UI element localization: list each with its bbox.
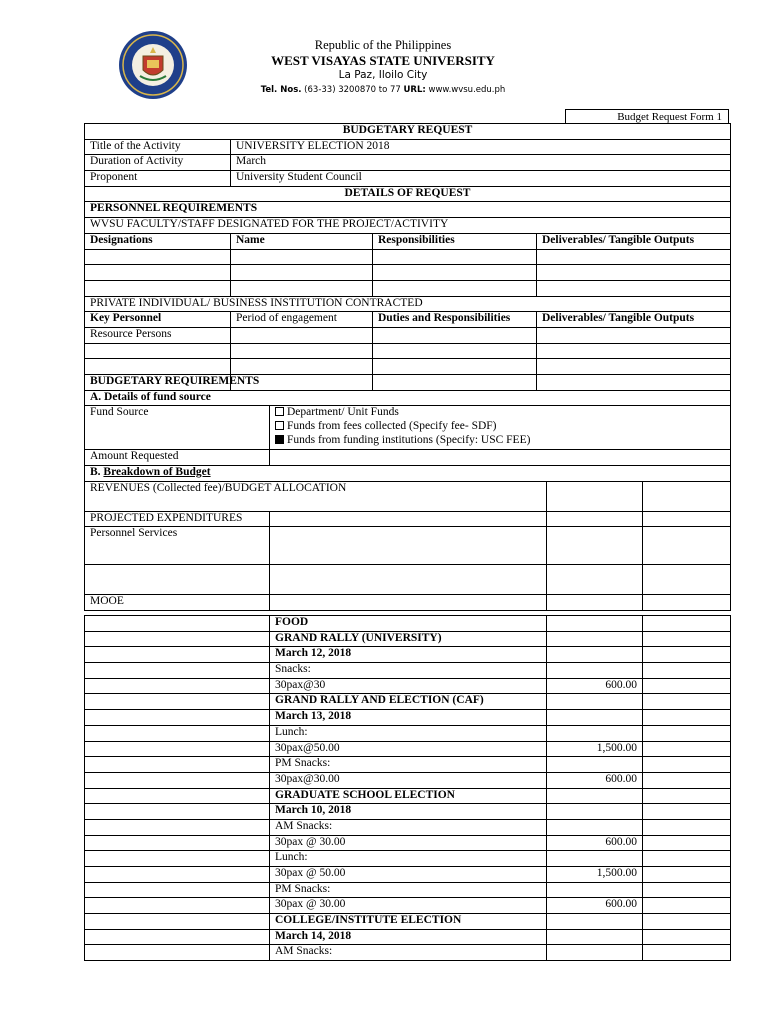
- mooe-row: [85, 851, 731, 867]
- mooe-item-text: 30pax @ 30.00: [270, 835, 547, 851]
- empty-cell[interactable]: [231, 343, 373, 359]
- empty-cell[interactable]: [270, 511, 547, 527]
- empty-cell[interactable]: [231, 327, 373, 343]
- empty-cell[interactable]: [85, 280, 231, 296]
- empty-cell[interactable]: [643, 616, 731, 632]
- empty-cell[interactable]: [643, 945, 731, 961]
- mooe-row: [85, 945, 731, 961]
- empty-cell[interactable]: [537, 359, 731, 375]
- empty-cell[interactable]: [85, 819, 270, 835]
- column-header: Period of engagement: [231, 312, 373, 328]
- empty-cell[interactable]: [373, 265, 537, 281]
- mooe-row: [85, 835, 731, 851]
- field-label: Title of the Activity: [85, 139, 231, 155]
- mooe-row: [85, 757, 731, 773]
- mooe-row: [85, 631, 731, 647]
- empty-cell[interactable]: [643, 565, 731, 595]
- url-link[interactable]: www.wvsu.edu.ph: [425, 85, 506, 95]
- empty-cell[interactable]: [643, 741, 731, 757]
- mooe-item-text: FOOD: [270, 616, 547, 632]
- personnel-services-label: Personnel Services: [85, 527, 270, 565]
- mooe-item-amount: [547, 757, 643, 773]
- mooe-item-amount: [547, 725, 643, 741]
- checkbox-icon[interactable]: [275, 407, 284, 416]
- empty-cell[interactable]: [643, 882, 731, 898]
- empty-cell[interactable]: [537, 343, 731, 359]
- empty-cell[interactable]: [643, 757, 731, 773]
- mooe-item-amount: [547, 819, 643, 835]
- mooe-item-amount: [547, 929, 643, 945]
- letterhead: [200, 38, 566, 97]
- empty-cell[interactable]: [85, 678, 270, 694]
- empty-cell[interactable]: [85, 882, 270, 898]
- empty-cell[interactable]: [270, 527, 547, 565]
- mooe-item-text: March 14, 2018: [270, 929, 547, 945]
- subsection-title: WVSU FACULTY/STAFF DESIGNATED FOR THE PROJECT/ACTIVITY: [85, 218, 731, 234]
- mooe-row: [85, 616, 731, 632]
- mooe-item-text: Lunch:: [270, 725, 547, 741]
- mooe-item-text: March 10, 2018: [270, 804, 547, 820]
- duration-field[interactable]: March: [231, 155, 731, 171]
- mooe-item-amount: [547, 663, 643, 679]
- empty-cell[interactable]: [537, 327, 731, 343]
- empty-cell[interactable]: [270, 595, 547, 611]
- empty-cell[interactable]: [643, 694, 731, 710]
- empty-cell[interactable]: [643, 804, 731, 820]
- empty-cell[interactable]: [85, 647, 270, 663]
- mooe-item-text: 30pax@30: [270, 678, 547, 694]
- field-label: Proponent: [85, 171, 231, 187]
- empty-cell[interactable]: [643, 898, 731, 914]
- mooe-row: [85, 867, 731, 883]
- column-header: Key Personnel: [85, 312, 231, 328]
- empty-cell[interactable]: [643, 511, 731, 527]
- empty-cell[interactable]: [85, 835, 270, 851]
- empty-cell[interactable]: [85, 359, 231, 375]
- column-header: Name: [231, 233, 373, 249]
- mooe-item-amount: 600.00: [547, 678, 643, 694]
- empty-cell[interactable]: [85, 788, 270, 804]
- projected-expenditures-label: PROJECTED EXPENDITURES: [85, 511, 270, 527]
- mooe-item-amount: 600.00: [547, 835, 643, 851]
- mooe-row: [85, 914, 731, 930]
- mooe-item-amount: 600.00: [547, 898, 643, 914]
- empty-cell[interactable]: [270, 565, 547, 595]
- section-title: BUDGETARY REQUIREMENTS: [85, 375, 731, 391]
- revenues-label: REVENUES (Collected fee)/BUDGET ALLOCATION: [85, 481, 547, 511]
- empty-cell[interactable]: [537, 249, 731, 265]
- empty-cell[interactable]: [643, 663, 731, 679]
- empty-cell[interactable]: [643, 867, 731, 883]
- empty-cell[interactable]: [85, 757, 270, 773]
- mooe-item-text: 30pax@30.00: [270, 772, 547, 788]
- empty-cell[interactable]: [373, 359, 537, 375]
- mooe-item-text: 30pax @ 50.00: [270, 867, 547, 883]
- section-title: DETAILS OF REQUEST: [85, 186, 731, 202]
- mooe-item-text: GRAND RALLY (UNIVERSITY): [270, 631, 547, 647]
- mooe-table: [84, 615, 731, 961]
- empty-cell[interactable]: [643, 835, 731, 851]
- empty-cell[interactable]: [643, 819, 731, 835]
- mooe-item-amount: [547, 616, 643, 632]
- mooe-item-amount: 1,500.00: [547, 867, 643, 883]
- field-label: Fund Source: [85, 406, 270, 450]
- empty-cell[interactable]: [643, 647, 731, 663]
- fund-option[interactable]: Department/ Unit Funds: [275, 406, 725, 420]
- mooe-row: [85, 772, 731, 788]
- table-row: [85, 265, 731, 281]
- empty-cell[interactable]: [85, 631, 270, 647]
- mooe-item-text: GRADUATE SCHOOL ELECTION: [270, 788, 547, 804]
- subsection-title: PRIVATE INDIVIDUAL/ BUSINESS INSTITUTION CONTRACTED: [85, 296, 731, 312]
- empty-cell[interactable]: [643, 481, 731, 511]
- proponent-field[interactable]: University Student Council: [231, 171, 731, 187]
- empty-cell[interactable]: [85, 265, 231, 281]
- empty-cell[interactable]: [643, 914, 731, 930]
- university-address: La Paz, Iloilo City: [338, 69, 428, 81]
- checkbox-checked-icon[interactable]: [275, 435, 284, 444]
- empty-cell[interactable]: [643, 678, 731, 694]
- mooe-item-text: Lunch:: [270, 851, 547, 867]
- university-name: WEST VISAYAS STATE UNIVERSITY: [271, 53, 495, 68]
- mooe-item-text: 30pax@50.00: [270, 741, 547, 757]
- empty-cell[interactable]: [85, 945, 270, 961]
- mooe-item-text: PM Snacks:: [270, 882, 547, 898]
- resource-persons-label: Resource Persons: [85, 327, 231, 343]
- empty-cell[interactable]: [643, 725, 731, 741]
- subsection-title: B. Breakdown of Budget: [85, 466, 731, 482]
- mooe-item-amount: [547, 851, 643, 867]
- empty-cell[interactable]: [85, 867, 270, 883]
- mooe-item-amount: [547, 882, 643, 898]
- amount-requested-field[interactable]: [270, 450, 731, 466]
- mooe-item-text: March 12, 2018: [270, 647, 547, 663]
- empty-cell[interactable]: [85, 616, 270, 632]
- empty-cell[interactable]: [85, 929, 270, 945]
- mooe-item-text: PM Snacks:: [270, 757, 547, 773]
- empty-cell[interactable]: [547, 565, 643, 595]
- mooe-item-amount: [547, 710, 643, 726]
- table-row: [85, 343, 731, 359]
- mooe-row: [85, 819, 731, 835]
- empty-cell[interactable]: [643, 929, 731, 945]
- fund-source-options: [270, 406, 731, 450]
- empty-cell[interactable]: [537, 265, 731, 281]
- empty-cell[interactable]: [85, 804, 270, 820]
- mooe-item-amount: [547, 631, 643, 647]
- mooe-row: [85, 678, 731, 694]
- empty-cell[interactable]: [547, 595, 643, 611]
- empty-cell[interactable]: [85, 249, 231, 265]
- table-row: [85, 280, 731, 296]
- mooe-row: [85, 725, 731, 741]
- column-header: Deliverables/ Tangible Outputs: [537, 233, 731, 249]
- empty-cell[interactable]: [373, 280, 537, 296]
- budget-table: [84, 374, 731, 611]
- empty-cell[interactable]: [373, 327, 537, 343]
- empty-cell[interactable]: [85, 565, 270, 595]
- section-title: PERSONNEL REQUIREMENTS: [85, 202, 731, 218]
- form-label: Budget Request Form 1: [565, 109, 729, 124]
- mooe-row: [85, 882, 731, 898]
- empty-cell[interactable]: [643, 527, 731, 565]
- empty-cell[interactable]: [373, 249, 537, 265]
- empty-cell[interactable]: [85, 741, 270, 757]
- fund-option[interactable]: Funds from funding institutions (Specify: USC FEE): [275, 434, 725, 448]
- subsection-title: A. Details of fund source: [85, 390, 731, 406]
- mooe-item-text: COLLEGE/INSTITUTE ELECTION: [270, 914, 547, 930]
- activity-title-field[interactable]: UNIVERSITY ELECTION 2018: [231, 139, 731, 155]
- mooe-item-text: AM Snacks:: [270, 945, 547, 961]
- mooe-row: [85, 788, 731, 804]
- column-header: Duties and Responsibilities: [373, 312, 537, 328]
- request-details-table: [84, 123, 731, 391]
- empty-cell[interactable]: [643, 851, 731, 867]
- field-label: Amount Requested: [85, 450, 270, 466]
- column-header: Responsibilities: [373, 233, 537, 249]
- fund-option[interactable]: Funds from fees collected (Specify fee- SDF): [275, 420, 725, 434]
- mooe-row: [85, 663, 731, 679]
- empty-cell[interactable]: [373, 343, 537, 359]
- mooe-item-amount: 1,500.00: [547, 741, 643, 757]
- column-header: Deliverables/ Tangible Outputs: [537, 312, 731, 328]
- mooe-row: [85, 647, 731, 663]
- empty-cell[interactable]: [85, 663, 270, 679]
- republic-line: Republic of the Philippines: [314, 38, 452, 52]
- university-seal-icon: [118, 30, 188, 100]
- empty-cell[interactable]: [643, 710, 731, 726]
- mooe-item-amount: [547, 945, 643, 961]
- mooe-item-text: GRAND RALLY AND ELECTION (CAF): [270, 694, 547, 710]
- mooe-item-text: 30pax @ 30.00: [270, 898, 547, 914]
- column-header: Designations: [85, 233, 231, 249]
- mooe-item-amount: [547, 647, 643, 663]
- empty-cell[interactable]: [85, 343, 231, 359]
- empty-cell[interactable]: [85, 694, 270, 710]
- table-row: [85, 359, 731, 375]
- mooe-row: [85, 694, 731, 710]
- empty-cell[interactable]: [231, 280, 373, 296]
- empty-cell[interactable]: [643, 595, 731, 611]
- empty-cell[interactable]: [85, 898, 270, 914]
- field-label: Duration of Activity: [85, 155, 231, 171]
- mooe-item-amount: [547, 788, 643, 804]
- mooe-row: [85, 929, 731, 945]
- table-row: [85, 327, 731, 343]
- empty-cell[interactable]: [85, 914, 270, 930]
- mooe-row: [85, 804, 731, 820]
- empty-cell[interactable]: [643, 631, 731, 647]
- mooe-item-amount: [547, 804, 643, 820]
- mooe-row: [85, 710, 731, 726]
- mooe-item-text: March 13, 2018: [270, 710, 547, 726]
- empty-cell[interactable]: [85, 710, 270, 726]
- section-title: BUDGETARY REQUEST: [85, 124, 731, 140]
- mooe-item-text: AM Snacks:: [270, 819, 547, 835]
- empty-cell[interactable]: [85, 851, 270, 867]
- table-row: [85, 249, 731, 265]
- empty-cell[interactable]: [537, 280, 731, 296]
- empty-cell[interactable]: [547, 527, 643, 565]
- empty-cell[interactable]: [85, 725, 270, 741]
- empty-cell[interactable]: [643, 772, 731, 788]
- checkbox-icon[interactable]: [275, 421, 284, 430]
- mooe-item-amount: [547, 914, 643, 930]
- mooe-row: [85, 898, 731, 914]
- empty-cell[interactable]: [547, 511, 643, 527]
- empty-cell[interactable]: [85, 772, 270, 788]
- empty-cell[interactable]: [643, 788, 731, 804]
- mooe-item-amount: 600.00: [547, 772, 643, 788]
- mooe-item-text: Snacks:: [270, 663, 547, 679]
- mooe-row: [85, 741, 731, 757]
- mooe-item-amount: [547, 694, 643, 710]
- empty-cell[interactable]: [231, 249, 373, 265]
- mooe-label: MOOE: [85, 595, 270, 611]
- contact-line: Tel. Nos. (63-33) 3200870 to 77 URL: www.wvsu.edu.ph: [260, 85, 506, 95]
- empty-cell[interactable]: [547, 481, 643, 511]
- empty-cell[interactable]: [231, 359, 373, 375]
- empty-cell[interactable]: [231, 265, 373, 281]
